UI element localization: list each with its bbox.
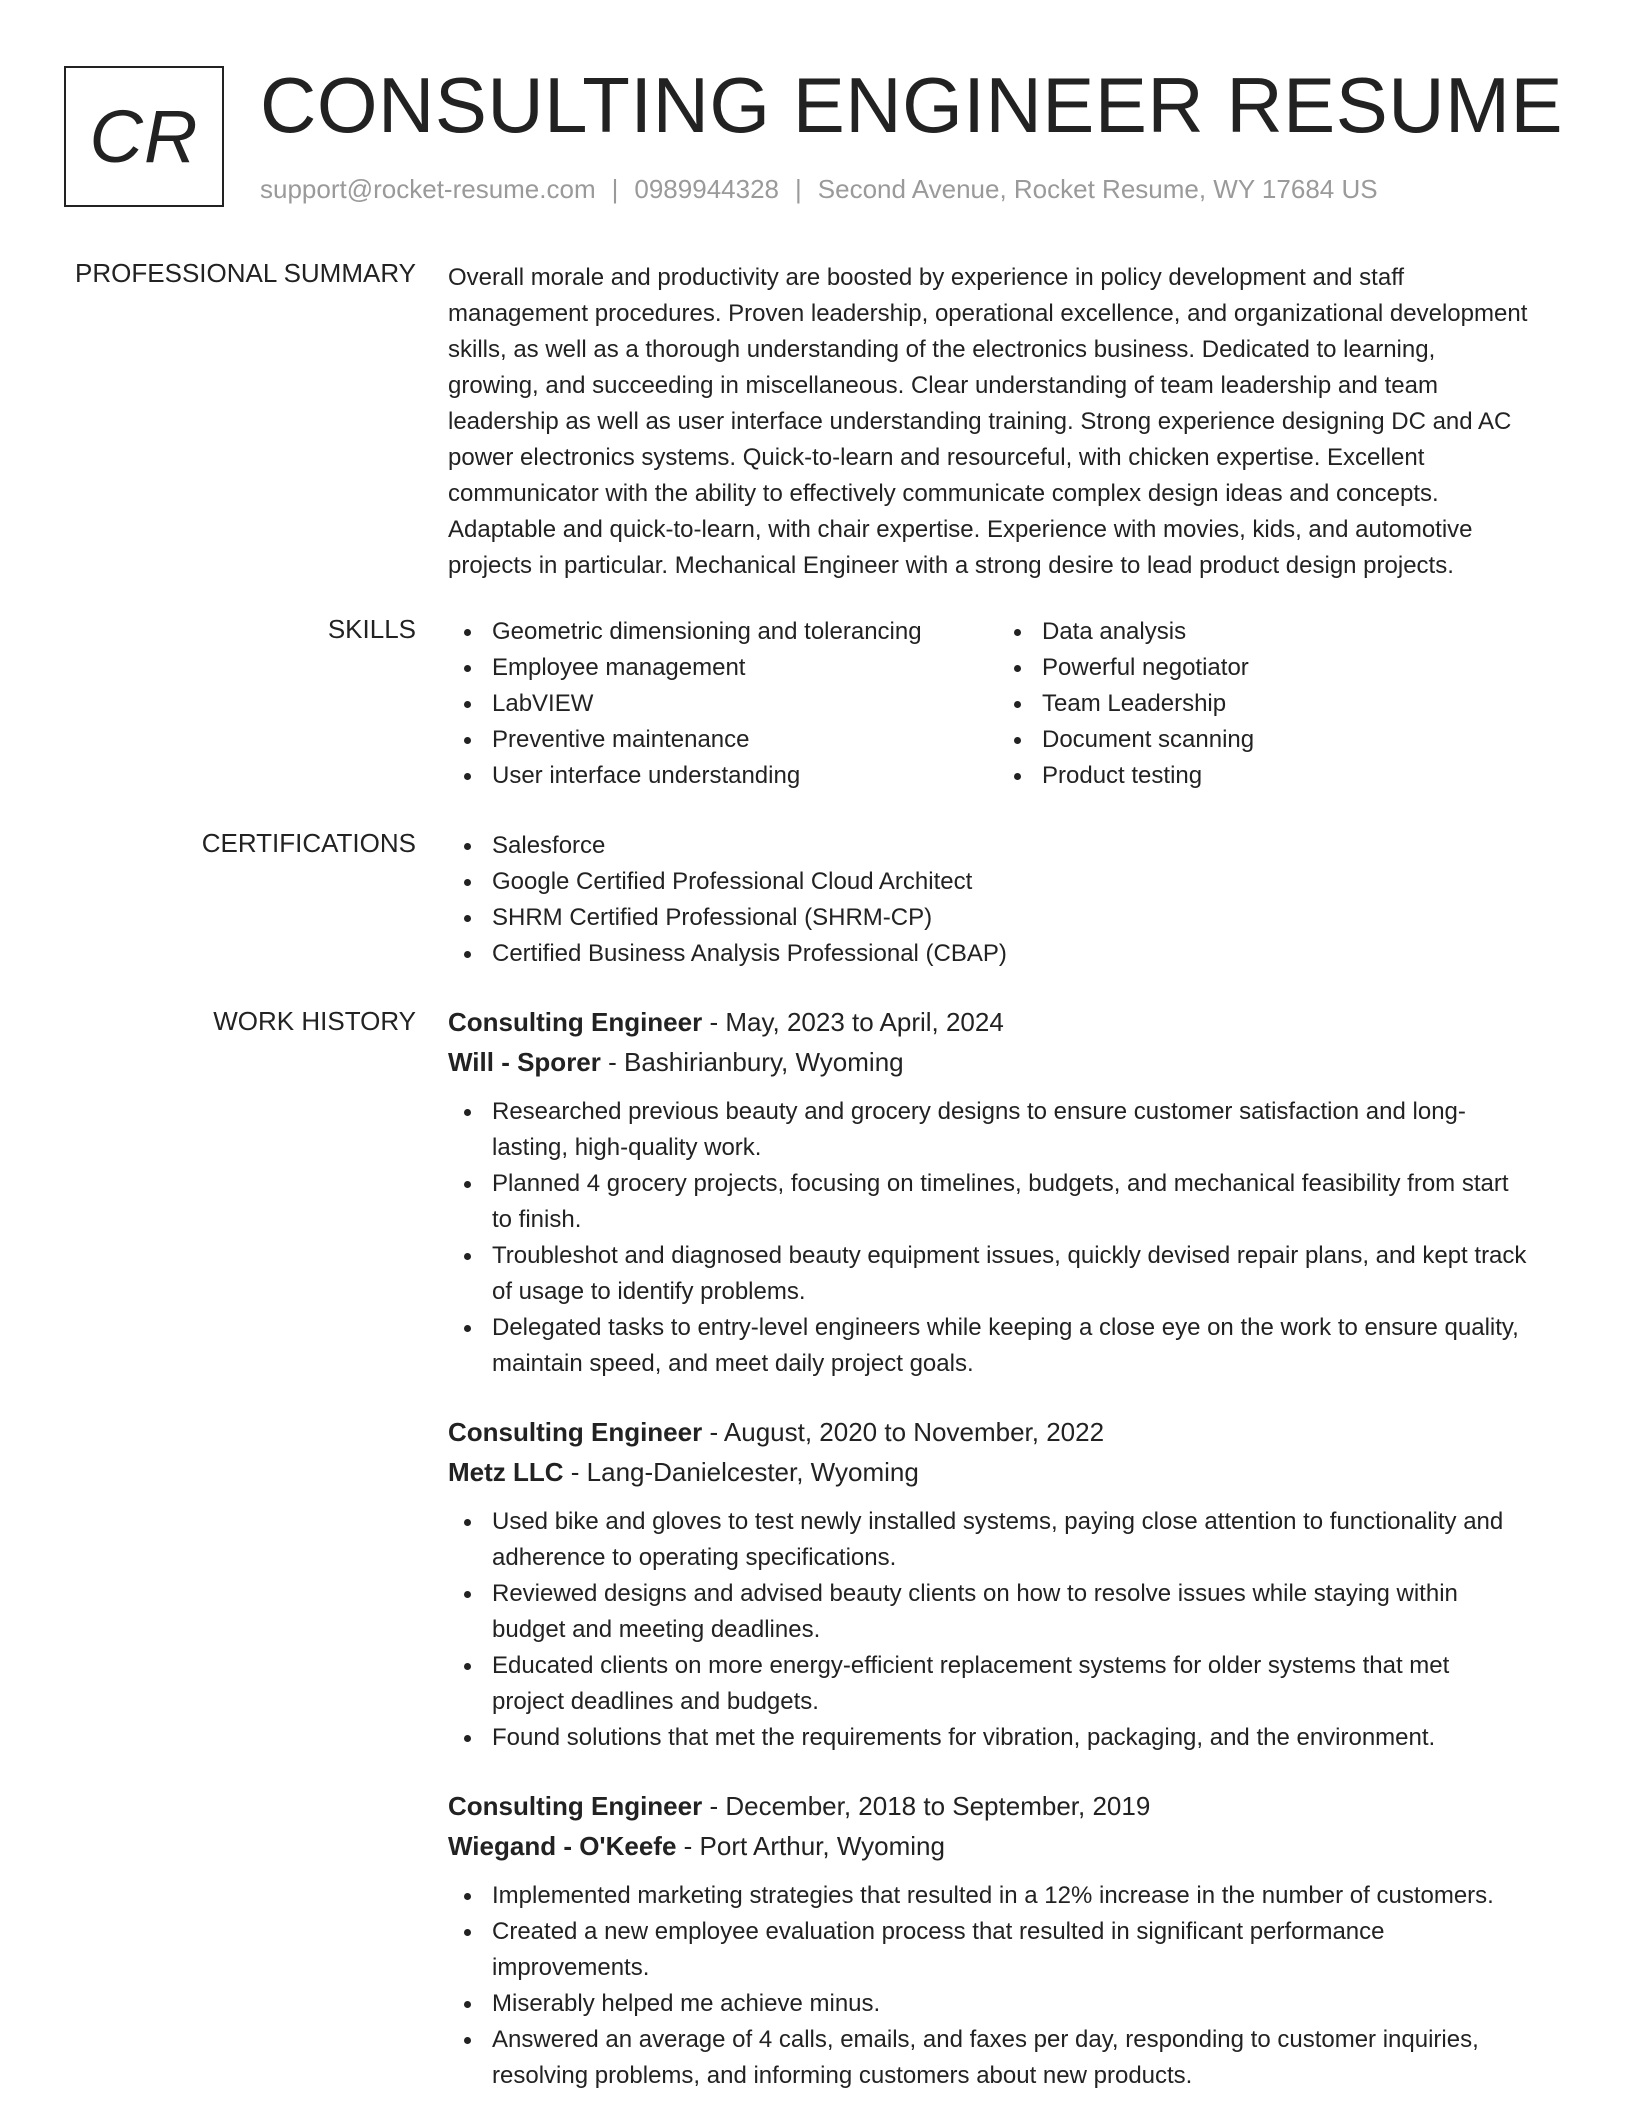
certification-item: Salesforce: [448, 828, 1568, 864]
section-label-summary: PROFESSIONAL SUMMARY: [75, 258, 416, 288]
bullet-line: Answered an average of 4 calls, emails, and faxes per day, responding to customer inquiries,: [492, 2026, 1479, 2053]
job-title-line: [448, 1412, 1568, 1452]
job-bullet: [448, 1094, 1568, 1166]
bullet-line: lasting, high-quality work.: [492, 1134, 762, 1161]
monogram-box: [64, 66, 224, 207]
job-title-line: [448, 1786, 1568, 1826]
section-label-certifications: CERTIFICATIONS: [201, 828, 416, 858]
job-title: Consulting Engineer: [448, 1417, 703, 1447]
job-entry: [448, 1786, 1568, 2094]
summary-line: communicator with the ability to effectively communicate complex design ideas and concepts.: [448, 480, 1439, 507]
job-location: - Bashirianbury, Wyoming: [600, 1047, 904, 1077]
job-bullet: [448, 1576, 1568, 1648]
summary-line: projects in particular. Mechanical Engineer with a strong desire to lead product design projects.: [448, 552, 1454, 579]
job-company-line: [448, 1042, 1568, 1082]
summary-line: management procedures. Proven leadership, operational excellence, and organizational development: [448, 300, 1528, 327]
job-bullet: [448, 1504, 1568, 1576]
bullet-line: Educated clients on more energy-efficient replacement systems for older systems that met: [492, 1652, 1450, 1679]
job-bullet: [448, 1986, 1568, 2022]
job-title: Consulting Engineer: [448, 1007, 703, 1037]
bullet-line: Created a new employee evaluation process that resulted in significant performance: [492, 1918, 1385, 1945]
job-dates: - December, 2018 to September, 2019: [702, 1791, 1151, 1821]
bullet-line: to finish.: [492, 1206, 582, 1233]
job-entry: [448, 1412, 1568, 1756]
job-location: - Port Arthur, Wyoming: [676, 1831, 945, 1861]
job-bullet: [448, 1720, 1568, 1756]
contact-separator: |: [611, 174, 619, 204]
section-label-work-history: WORK HISTORY: [213, 1006, 416, 1036]
contact-line: [260, 174, 1378, 205]
job-bullets: [448, 1878, 1568, 2094]
certification-item: Google Certified Professional Cloud Architect: [448, 864, 1568, 900]
job-company-line: [448, 1826, 1568, 1866]
contact-address: Second Avenue, Rocket Resume, WY 17684 US: [817, 174, 1378, 204]
skill-item: Geometric dimensioning and tolerancing: [448, 614, 998, 650]
bullet-line: resolving problems, and informing customers about new products.: [492, 2062, 1193, 2089]
summary-line: Overall morale and productivity are boosted by experience in policy development and staff: [448, 264, 1405, 291]
job-location: - Lang-Danielcester, Wyoming: [563, 1457, 919, 1487]
summary-text: [448, 260, 1568, 584]
bullet-line: Researched previous beauty and grocery designs to ensure customer satisfaction and long-: [492, 1098, 1466, 1125]
bullet-line: Miserably helped me achieve minus.: [492, 1990, 881, 2017]
skill-item: LabVIEW: [448, 686, 998, 722]
bullet-line: Planned 4 grocery projects, focusing on timelines, budgets, and mechanical feasibility from start: [492, 1170, 1509, 1197]
job-title: Consulting Engineer: [448, 1791, 703, 1821]
skills-list-left: [448, 614, 998, 794]
skill-item: Document scanning: [998, 722, 1548, 758]
job-bullet: [448, 1914, 1568, 1986]
job-bullets: [448, 1504, 1568, 1756]
summary-line: skills, as well as a thorough understanding of the electronics business. Dedicated to learning,: [448, 336, 1436, 363]
bullet-line: Troubleshot and diagnosed beauty equipment issues, quickly devised repair plans, and kept track: [492, 1242, 1527, 1269]
certification-item: SHRM Certified Professional (SHRM-CP): [448, 900, 1568, 936]
contact-separator: |: [795, 174, 802, 204]
job-bullet: [448, 1310, 1568, 1382]
skill-item: Data analysis: [998, 614, 1548, 650]
summary-line: power electronics systems. Quick-to-learn and resourceful, with chicken expertise. Excellent: [448, 444, 1425, 471]
resume-header: [64, 61, 1564, 211]
summary-line: Adaptable and quick-to-learn, with chair expertise. Experience with movies, kids, and automotive: [448, 516, 1473, 543]
bullet-line: Found solutions that met the requirements for vibration, packaging, and the environment.: [492, 1724, 1436, 1751]
job-entry: [448, 1002, 1568, 1382]
job-title-line: [448, 1002, 1568, 1042]
certifications-list: [448, 828, 1568, 972]
job-dates: - August, 2020 to November, 2022: [702, 1417, 1105, 1447]
job-company-line: [448, 1452, 1568, 1492]
skill-item: User interface understanding: [448, 758, 998, 794]
job-bullets: [448, 1094, 1568, 1382]
bullet-line: Reviewed designs and advised beauty clients on how to resolve issues while staying within: [492, 1580, 1458, 1607]
skill-item: Employee management: [448, 650, 998, 686]
summary-line: growing, and succeeding in miscellaneous. Clear understanding of team leadership and team: [448, 372, 1438, 399]
job-company: Will - Sporer: [448, 1047, 601, 1077]
bullet-line: Used bike and gloves to test newly installed systems, paying close attention to functionality and: [492, 1508, 1504, 1535]
skill-item: Product testing: [998, 758, 1548, 794]
monogram-initials: CR: [89, 95, 199, 178]
skill-item: Preventive maintenance: [448, 722, 998, 758]
resume-title: CONSULTING ENGINEER RESUME: [260, 61, 1564, 149]
job-bullet: [448, 2022, 1568, 2094]
summary-line: leadership as well as user interface understanding training. Strong experience designing DC and AC: [448, 408, 1512, 435]
job-company: Wiegand - O'Keefe: [448, 1831, 677, 1861]
skill-item: Powerful negotiator: [998, 650, 1548, 686]
contact-email[interactable]: support@rocket-resume.com: [260, 174, 596, 204]
bullet-line: Implemented marketing strategies that resulted in a 12% increase in the number of customers.: [492, 1882, 1494, 1909]
bullet-line: project deadlines and budgets.: [492, 1688, 819, 1715]
bullet-line: of usage to identify problems.: [492, 1278, 806, 1305]
bullet-line: maintain speed, and meet daily project goals.: [492, 1350, 974, 1377]
job-bullet: [448, 1166, 1568, 1238]
certification-item: Certified Business Analysis Professional (CBAP): [448, 936, 1568, 972]
section-label-skills: SKILLS: [327, 614, 416, 644]
bullet-line: adherence to operating specifications.: [492, 1544, 897, 1571]
job-bullet: [448, 1238, 1568, 1310]
bullet-line: improvements.: [492, 1954, 650, 1981]
job-company: Metz LLC: [448, 1457, 564, 1487]
job-dates: - May, 2023 to April, 2024: [702, 1007, 1004, 1037]
bullet-line: Delegated tasks to entry-level engineers while keeping a close eye on the work to ensure quality,: [492, 1314, 1519, 1341]
contact-phone[interactable]: 0989944328: [634, 174, 779, 204]
job-bullet: [448, 1648, 1568, 1720]
skill-item: Team Leadership: [998, 686, 1548, 722]
skills-list-right: [998, 614, 1548, 794]
job-bullet: [448, 1878, 1568, 1914]
bullet-line: budget and meeting deadlines.: [492, 1616, 821, 1643]
